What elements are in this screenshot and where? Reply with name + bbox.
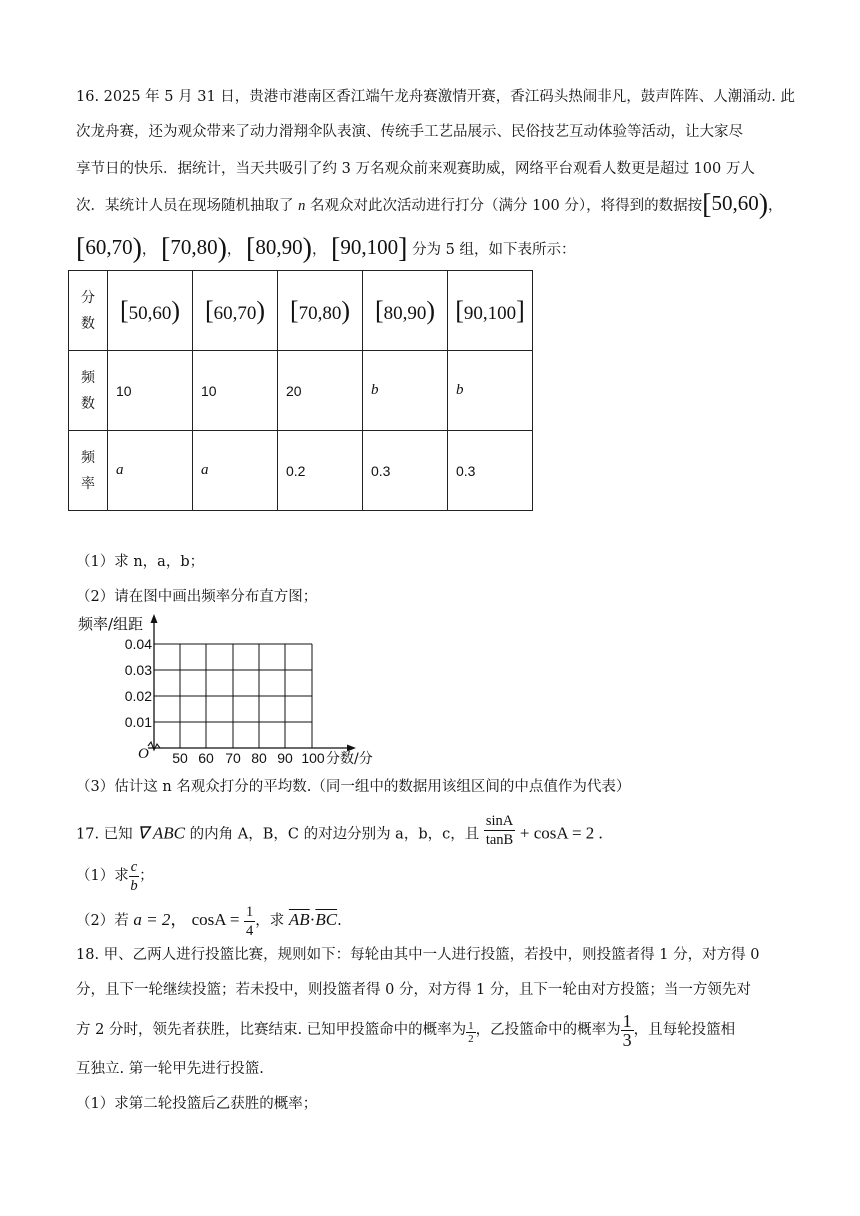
table-cell: [60,70) bbox=[193, 271, 278, 351]
table-cell: 10 bbox=[193, 351, 278, 431]
y-tick-label: 0.03 bbox=[124, 662, 152, 678]
q16-line-5: [60,70)， [70,80)， [80,90)， [90,100] 分为 5 组，如下表所示： bbox=[76, 233, 576, 264]
interval-4: [80,90) bbox=[246, 233, 312, 264]
triangle-abc: ∇ ABC bbox=[137, 823, 186, 843]
table-cell: a bbox=[193, 431, 278, 511]
q17-sub-2-end: . bbox=[337, 913, 342, 929]
q17-equation-tail: + cosA = 2 . bbox=[519, 823, 603, 843]
x-tick-label: 100 bbox=[301, 750, 325, 766]
table-cell: 10 bbox=[108, 351, 193, 431]
q16-line-4: 次．某统计人员在现场随机抽取了 n 名观众对此次活动进行打分（满分 100 分），将得到的数据按[50,60)， bbox=[76, 189, 783, 220]
table-cell: 20 bbox=[278, 351, 363, 431]
q16-line-3: 享节日的快乐．据统计，当天共吸引了约 3 万名观众前来观赛助威，网络平台观看人数更是超过 100 万人 bbox=[76, 161, 755, 177]
table-cell: a bbox=[108, 431, 193, 511]
x-axis-label: 分数/分 bbox=[326, 751, 373, 767]
q18-line-2: 分，且下一轮继续投篮；若未投中，则投篮者得 0 分，对方得 1 分，且下一轮由对方投篮；当一方领先对 bbox=[76, 982, 751, 998]
row-header-count: 频 数 bbox=[69, 351, 108, 431]
q17-sub-2-mid: ，求 bbox=[255, 913, 285, 929]
q16-sub-1: （1）求 n，a，b； bbox=[76, 554, 205, 570]
x-tick-label: 50 bbox=[172, 750, 188, 766]
q17-stem bbox=[76, 813, 788, 848]
grid-lines bbox=[154, 644, 312, 748]
table-cell: [90,100] bbox=[448, 271, 533, 351]
origin-label: O bbox=[138, 746, 149, 762]
x-tick-label: 80 bbox=[251, 750, 267, 766]
x-tick-label: 90 bbox=[277, 750, 293, 766]
q18-line-4: 互独立. 第一轮甲先进行投篮. bbox=[76, 1061, 264, 1077]
fraction-c-over-b: $\frac{c}{b}$ bbox=[130, 858, 138, 894]
dot-operator: · bbox=[309, 910, 316, 929]
frequency-table bbox=[68, 270, 533, 511]
interval-3: [70,80) bbox=[161, 233, 227, 264]
table-cell: [80,90) bbox=[363, 271, 448, 351]
var-n: n bbox=[298, 198, 306, 214]
y-tick-label: 0.04 bbox=[124, 636, 152, 652]
q17-fraction bbox=[484, 812, 515, 849]
table-row-rate bbox=[69, 431, 533, 511]
q16-line-5-tail: 分为 5 组，如下表所示： bbox=[412, 242, 576, 258]
row-header-rate: 频 率 bbox=[69, 431, 108, 511]
q16-line-2: 次龙舟赛，还为观众带来了动力滑翔伞队表演、传统手工艺品展示、民俗技艺互动体验等活动，让大家尽 bbox=[76, 124, 743, 140]
q17-sub-2 bbox=[76, 900, 788, 940]
condition-cos-a: ， cosA = bbox=[170, 910, 240, 929]
table-cell: b bbox=[448, 351, 533, 431]
x-tick-label: 70 bbox=[225, 750, 241, 766]
y-tick-label: 0.02 bbox=[124, 688, 152, 704]
table-cell: [50,60) bbox=[108, 271, 193, 351]
q17-intro: 17. 已知 bbox=[76, 826, 133, 843]
q17-sub-1 bbox=[76, 856, 788, 896]
q18-line-3-text-b: ，乙投篮命中的概率为 bbox=[475, 1022, 621, 1038]
table-row-score bbox=[69, 271, 533, 351]
y-axis-label: 频率/组距 bbox=[78, 615, 144, 633]
q17-sub-1-label: （1）求 bbox=[76, 868, 129, 884]
fraction-one-half: $\frac{1}{2}$ bbox=[468, 1019, 474, 1045]
table-cell: [70,80) bbox=[278, 271, 363, 351]
condition-a: a = 2 bbox=[133, 910, 171, 929]
q18-line-3 bbox=[76, 1008, 788, 1052]
q18-line-3-text-c: ，且每轮投篮相 bbox=[633, 1022, 736, 1038]
fraction-one-third: $\frac{1}{3}$ bbox=[622, 1010, 632, 1050]
q18-line-1: 18. 甲、乙两人进行投篮比赛，规则如下：每轮由其中一人进行投篮，若投中，则投篮者得 1 分，对方得 0 bbox=[76, 947, 760, 963]
fraction-one-quarter: $\frac{1}{4}$ bbox=[246, 903, 254, 939]
q16-line-4-text-a: 次．某统计人员在现场随机抽取了 bbox=[76, 198, 294, 214]
fraction-numerator: sinA bbox=[485, 813, 514, 829]
q18-line-3-text: 方 2 分时，领先者获胜，比赛结束. 已知甲投篮命中的概率为 bbox=[76, 1022, 467, 1038]
histogram-grid bbox=[76, 608, 396, 773]
q16-line-4-text-b: 名观众对此次活动进行打分（满分 100 分），将得到的数据按 bbox=[309, 198, 703, 214]
table-cell: b bbox=[363, 351, 448, 431]
vector-ab: $\overline{AB}$ bbox=[288, 910, 310, 929]
q17-intro-b: 的内角 A，B，C 的对边分别为 a，b，c，且 bbox=[189, 826, 480, 843]
table-cell: 0.3 bbox=[448, 431, 533, 511]
q16-line-1: 16. 2025 年 5 月 31 日，贵港市港南区香江端午龙舟赛激情开赛，香江码头热闹非凡，鼓声阵阵、人潮涌动. 此 bbox=[76, 89, 796, 105]
interval-5: [90,100] bbox=[331, 233, 408, 264]
interval-1: [50,60) bbox=[702, 189, 769, 220]
fraction-denominator: tanB bbox=[485, 832, 514, 848]
q18-sub-1: （1）求第二轮投篮后乙获胜的概率； bbox=[76, 1096, 318, 1112]
table-cell: 0.3 bbox=[363, 431, 448, 511]
interval-2: [60,70) bbox=[76, 233, 142, 264]
x-tick-label: 60 bbox=[198, 750, 214, 766]
q16-sub-3: （3）估计这 n 名观众打分的平均数.（同一组中的数据用该组区间的中点值作为代表） bbox=[76, 779, 631, 795]
q17-sub-1-tail: ； bbox=[139, 868, 154, 884]
table-row-count bbox=[69, 351, 533, 431]
table-cell: 0.2 bbox=[278, 431, 363, 511]
y-axis-arrow bbox=[151, 614, 158, 623]
row-header-score: 分 数 bbox=[69, 271, 108, 351]
y-tick-label: 0.01 bbox=[124, 714, 152, 730]
q16-sub-2: （2）请在图中画出频率分布直方图； bbox=[76, 589, 318, 605]
vector-bc: $\overline{BC}$ bbox=[315, 910, 338, 929]
q17-sub-2-label: （2）若 bbox=[76, 913, 129, 929]
